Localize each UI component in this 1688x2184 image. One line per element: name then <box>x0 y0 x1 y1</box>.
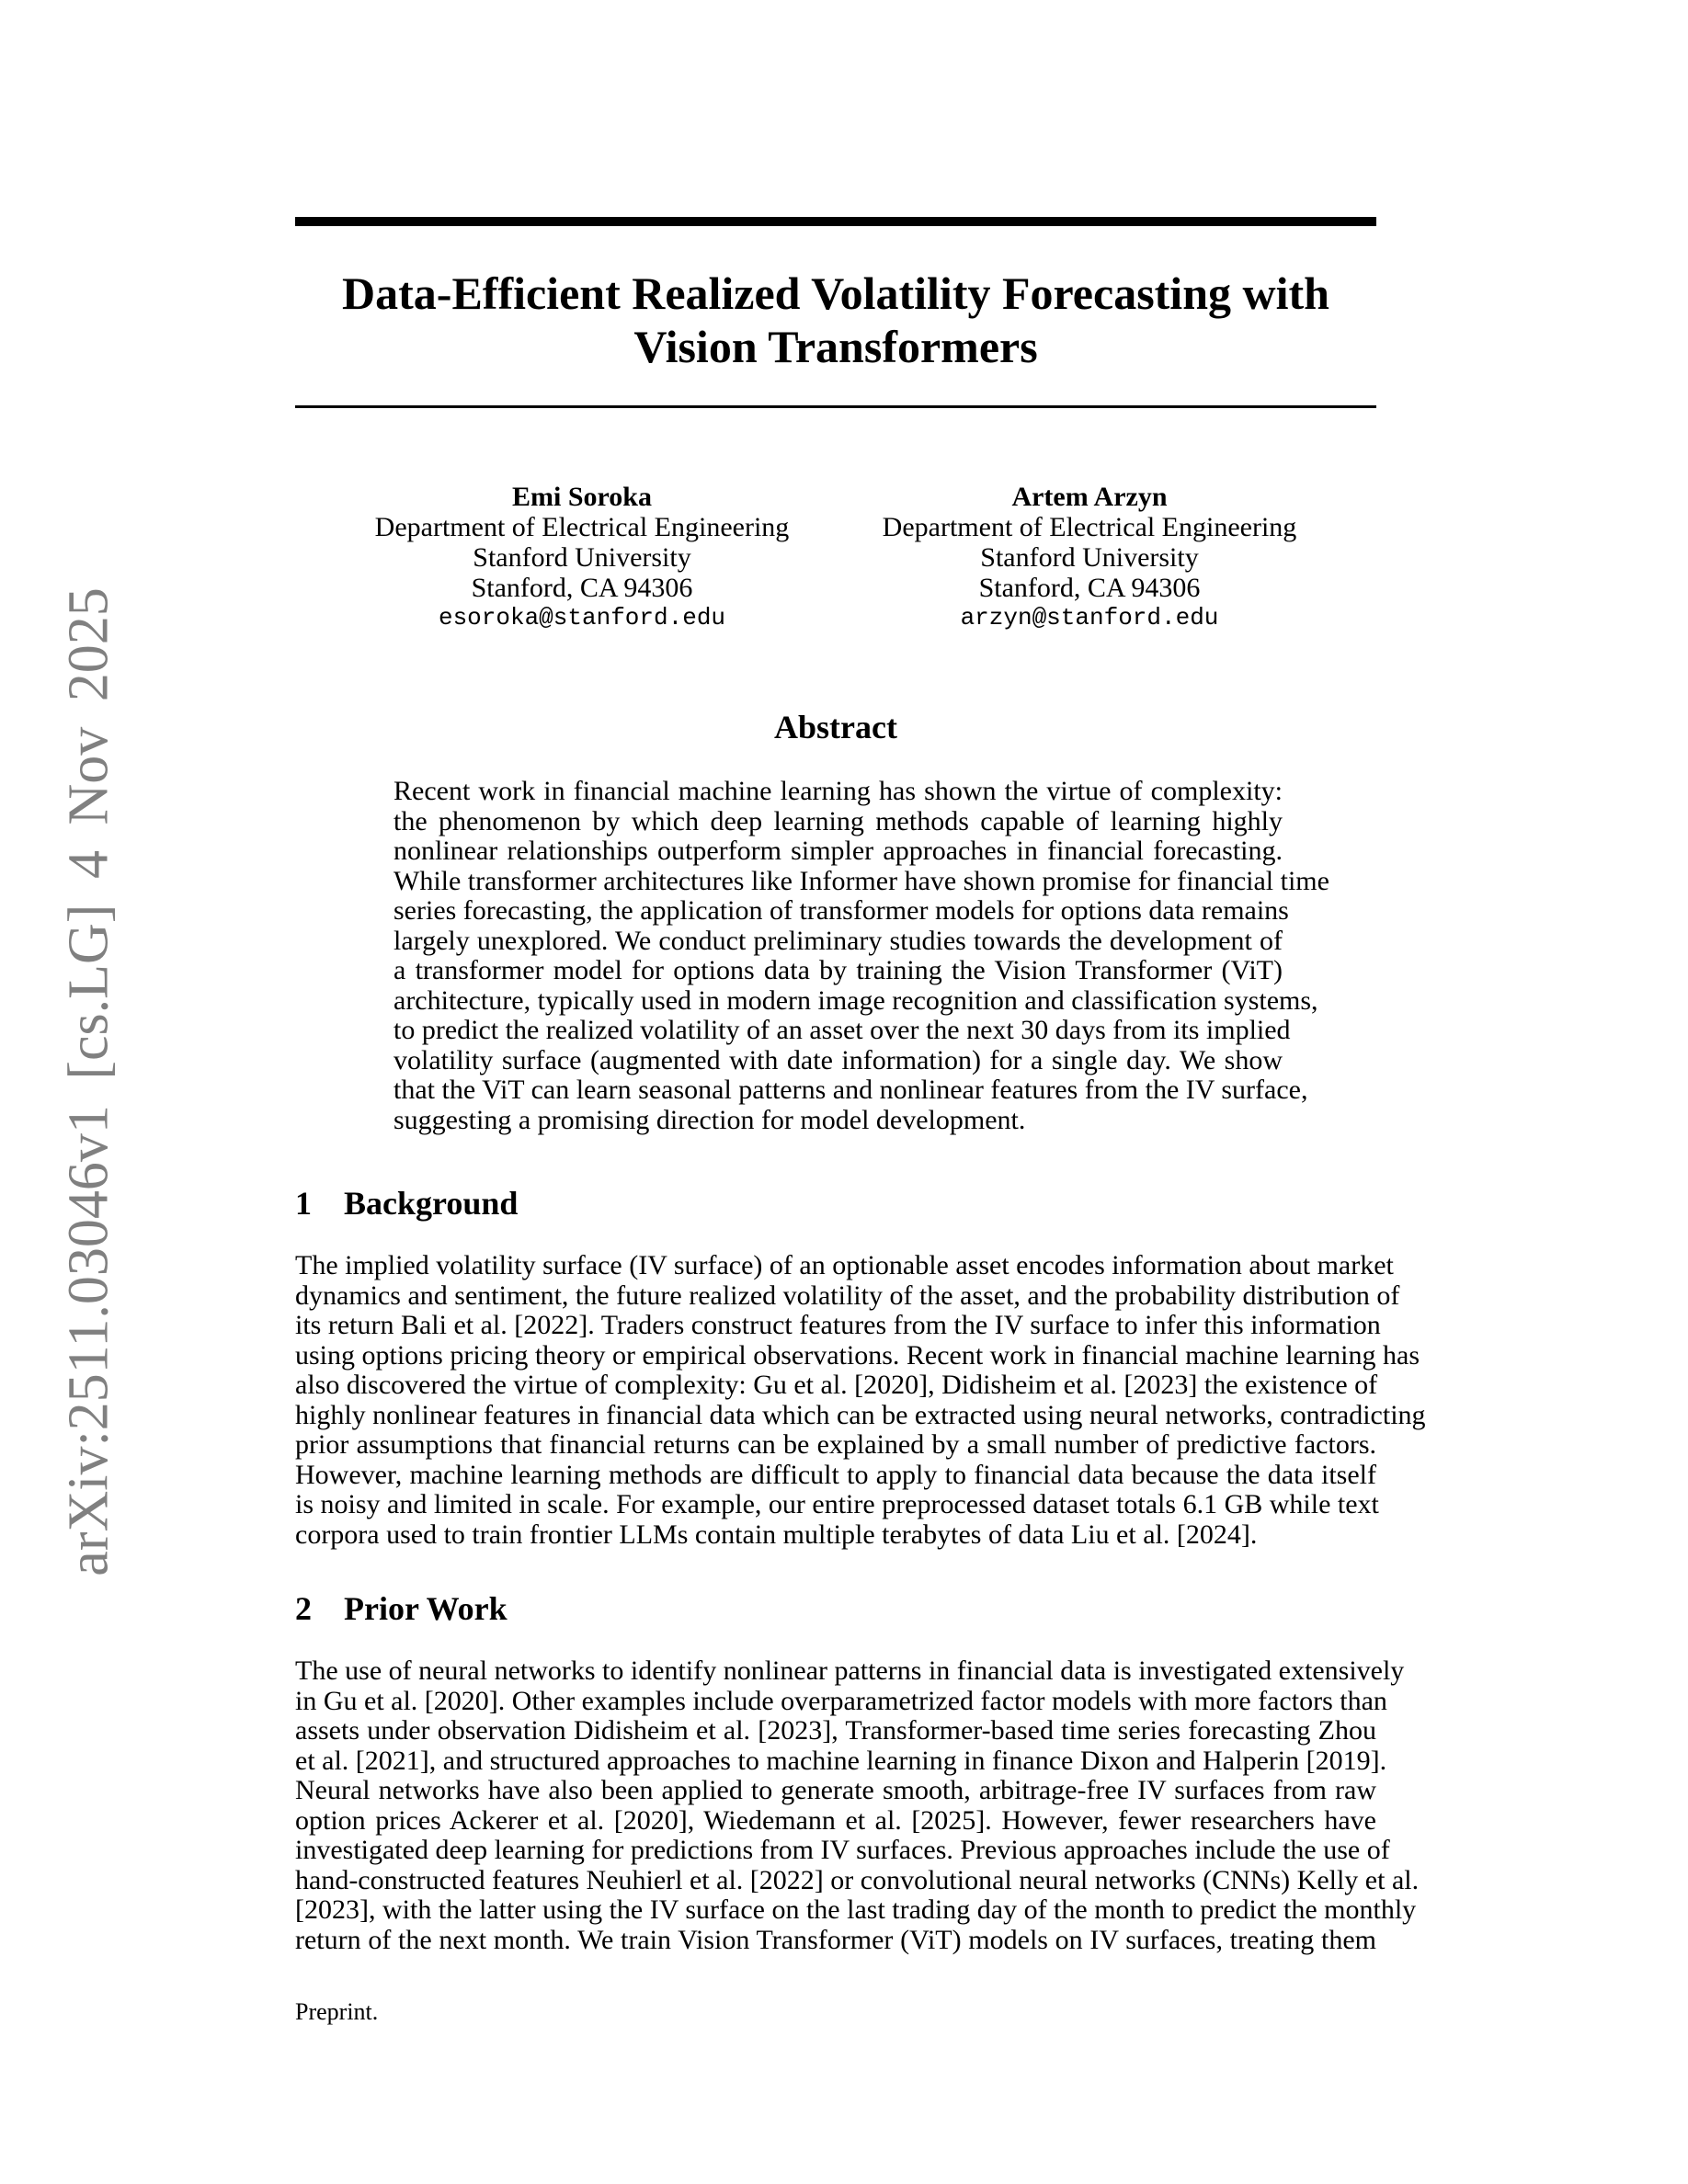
author-email[interactable]: arzyn@stanford.edu <box>960 604 1219 631</box>
text-line: to predict the realized volatility of an asset over the next 30 days from its implied <box>393 1015 1291 1045</box>
section-title: Background <box>344 1185 519 1222</box>
paper-title <box>295 267 1376 373</box>
text-line: the phenomenon by which deep learning methods capable of learning highly <box>393 805 1283 836</box>
footer-preprint: Preprint. <box>295 1998 379 2025</box>
author-name: Artem Arzyn <box>1011 482 1168 512</box>
section-heading-background <box>295 1185 518 1222</box>
text-line: Recent work in financial machine learning has shown the virtue of complexity: <box>393 776 1283 806</box>
text-line: largely unexplored. We conduct preliminary studies towards the development of <box>393 925 1283 956</box>
author-university: Stanford University <box>980 542 1199 573</box>
section-number: 1 <box>295 1185 312 1222</box>
section-title: Prior Work <box>344 1590 508 1627</box>
text-line: that the ViT can learn seasonal patterns and nonlinear features from the IV surface, <box>393 1075 1308 1105</box>
title-top-rule <box>295 217 1376 226</box>
section-number: 2 <box>295 1590 312 1627</box>
text-line: also discovered the virtue of complexity: Gu et al. [2020], Didisheim et al. [2023] the existence of <box>295 1370 1378 1400</box>
author-department: Department of Electrical Engineering <box>882 512 1297 542</box>
title-bottom-rule <box>295 405 1376 408</box>
author-university: Stanford University <box>473 542 691 573</box>
text-line: hand-constructed features Neuhierl et al. [2022] or convolutional neural networks (CNNs) Kelly et al. <box>295 1864 1420 1895</box>
text-line: dynamics and sentiment, the future realized volatility of the asset, and the probability distribution of <box>295 1280 1400 1311</box>
author-name: Emi Soroka <box>512 482 652 512</box>
text-line: its return Bali et al. [2022]. Traders construct features from the IV surface to infer this information <box>295 1310 1381 1340</box>
text-line: highly nonlinear features in financial data which can be extracted using neural networks, contradicting <box>295 1399 1426 1430</box>
text-line: return of the next month. We train Vision Transformer (ViT) models on IV surfaces, treating them <box>295 1924 1376 1955</box>
text-line: prior assumptions that financial returns can be explained by a small number of predictive factors. <box>295 1429 1376 1460</box>
arxiv-identifier-stamp: arXiv:2511.03046v1 [cs.LG] 4 Nov 2025 <box>57 587 120 1576</box>
text-line: The use of neural networks to identify nonlinear patterns in financial data is investigated extensively <box>295 1655 1405 1686</box>
text-line: in Gu et al. [2020]. Other examples include overparametrized factor models with more factors than <box>295 1685 1387 1716</box>
author-email[interactable]: esoroka@stanford.edu <box>438 604 726 631</box>
abstract-heading: Abstract <box>774 709 897 745</box>
section-heading-prior-work <box>295 1590 508 1627</box>
text-line: volatility surface (augmented with date information) for a single day. We show <box>393 1044 1283 1075</box>
author-block-2 <box>814 482 1365 633</box>
background-paragraph <box>295 1250 1426 1550</box>
text-line: option prices Ackerer et al. [2020], Wiedemann et al. [2025]. However, fewer researchers have <box>295 1804 1376 1836</box>
text-line: nonlinear relationships outperform simpler approaches in financial forecasting. <box>393 836 1283 866</box>
text-line: a transformer model for options data by training the Vision Transformer (ViT) <box>393 955 1283 985</box>
abstract-text <box>393 776 1329 1135</box>
text-line: The implied volatility surface (IV surface) of an optionable asset encodes information about market <box>295 1250 1394 1280</box>
text-line: Neural networks have also been applied to generate smooth, arbitrage-free IV surfaces from raw <box>295 1775 1376 1805</box>
title-line-1: Data-Efficient Realized Volatility Forecasting with <box>342 267 1329 319</box>
prior-work-paragraph <box>295 1655 1420 1955</box>
text-line: architecture, typically used in modern image recognition and classification systems, <box>393 984 1318 1016</box>
author-address: Stanford, CA 94306 <box>471 573 693 603</box>
text-line: While transformer architectures like Informer have shown promise for financial time <box>393 865 1329 896</box>
author-address: Stanford, CA 94306 <box>978 573 1201 603</box>
text-line: series forecasting, the application of transformer models for options data remains <box>393 895 1289 926</box>
text-line: However, machine learning methods are difficult to apply to financial data because the data itself <box>295 1459 1376 1490</box>
author-block-1 <box>306 482 858 633</box>
text-line: using options pricing theory or empirical observations. Recent work in financial machine learning has <box>295 1339 1420 1371</box>
text-line: assets under observation Didisheim et al. [2023], Transformer-based time series forecasting Zhou <box>295 1715 1376 1746</box>
author-department: Department of Electrical Engineering <box>374 512 790 542</box>
text-line: investigated deep learning for predictions from IV surfaces. Previous approaches include the use of <box>295 1835 1390 1865</box>
text-line: suggesting a promising direction for model development. <box>393 1104 1026 1135</box>
text-line: et al. [2021], and structured approaches to machine learning in finance Dixon and Halperin [2019]. <box>295 1745 1387 1776</box>
title-line-2: Vision Transformers <box>633 321 1038 372</box>
text-line: [2023], with the latter using the IV surface on the last trading day of the month to predict the monthly <box>295 1894 1417 1925</box>
text-line: corpora used to train frontier LLMs contain multiple terabytes of data Liu et al. [2024]. <box>295 1519 1258 1550</box>
text-line: is noisy and limited in scale. For example, our entire preprocessed dataset totals 6.1 GB while text <box>295 1489 1379 1519</box>
